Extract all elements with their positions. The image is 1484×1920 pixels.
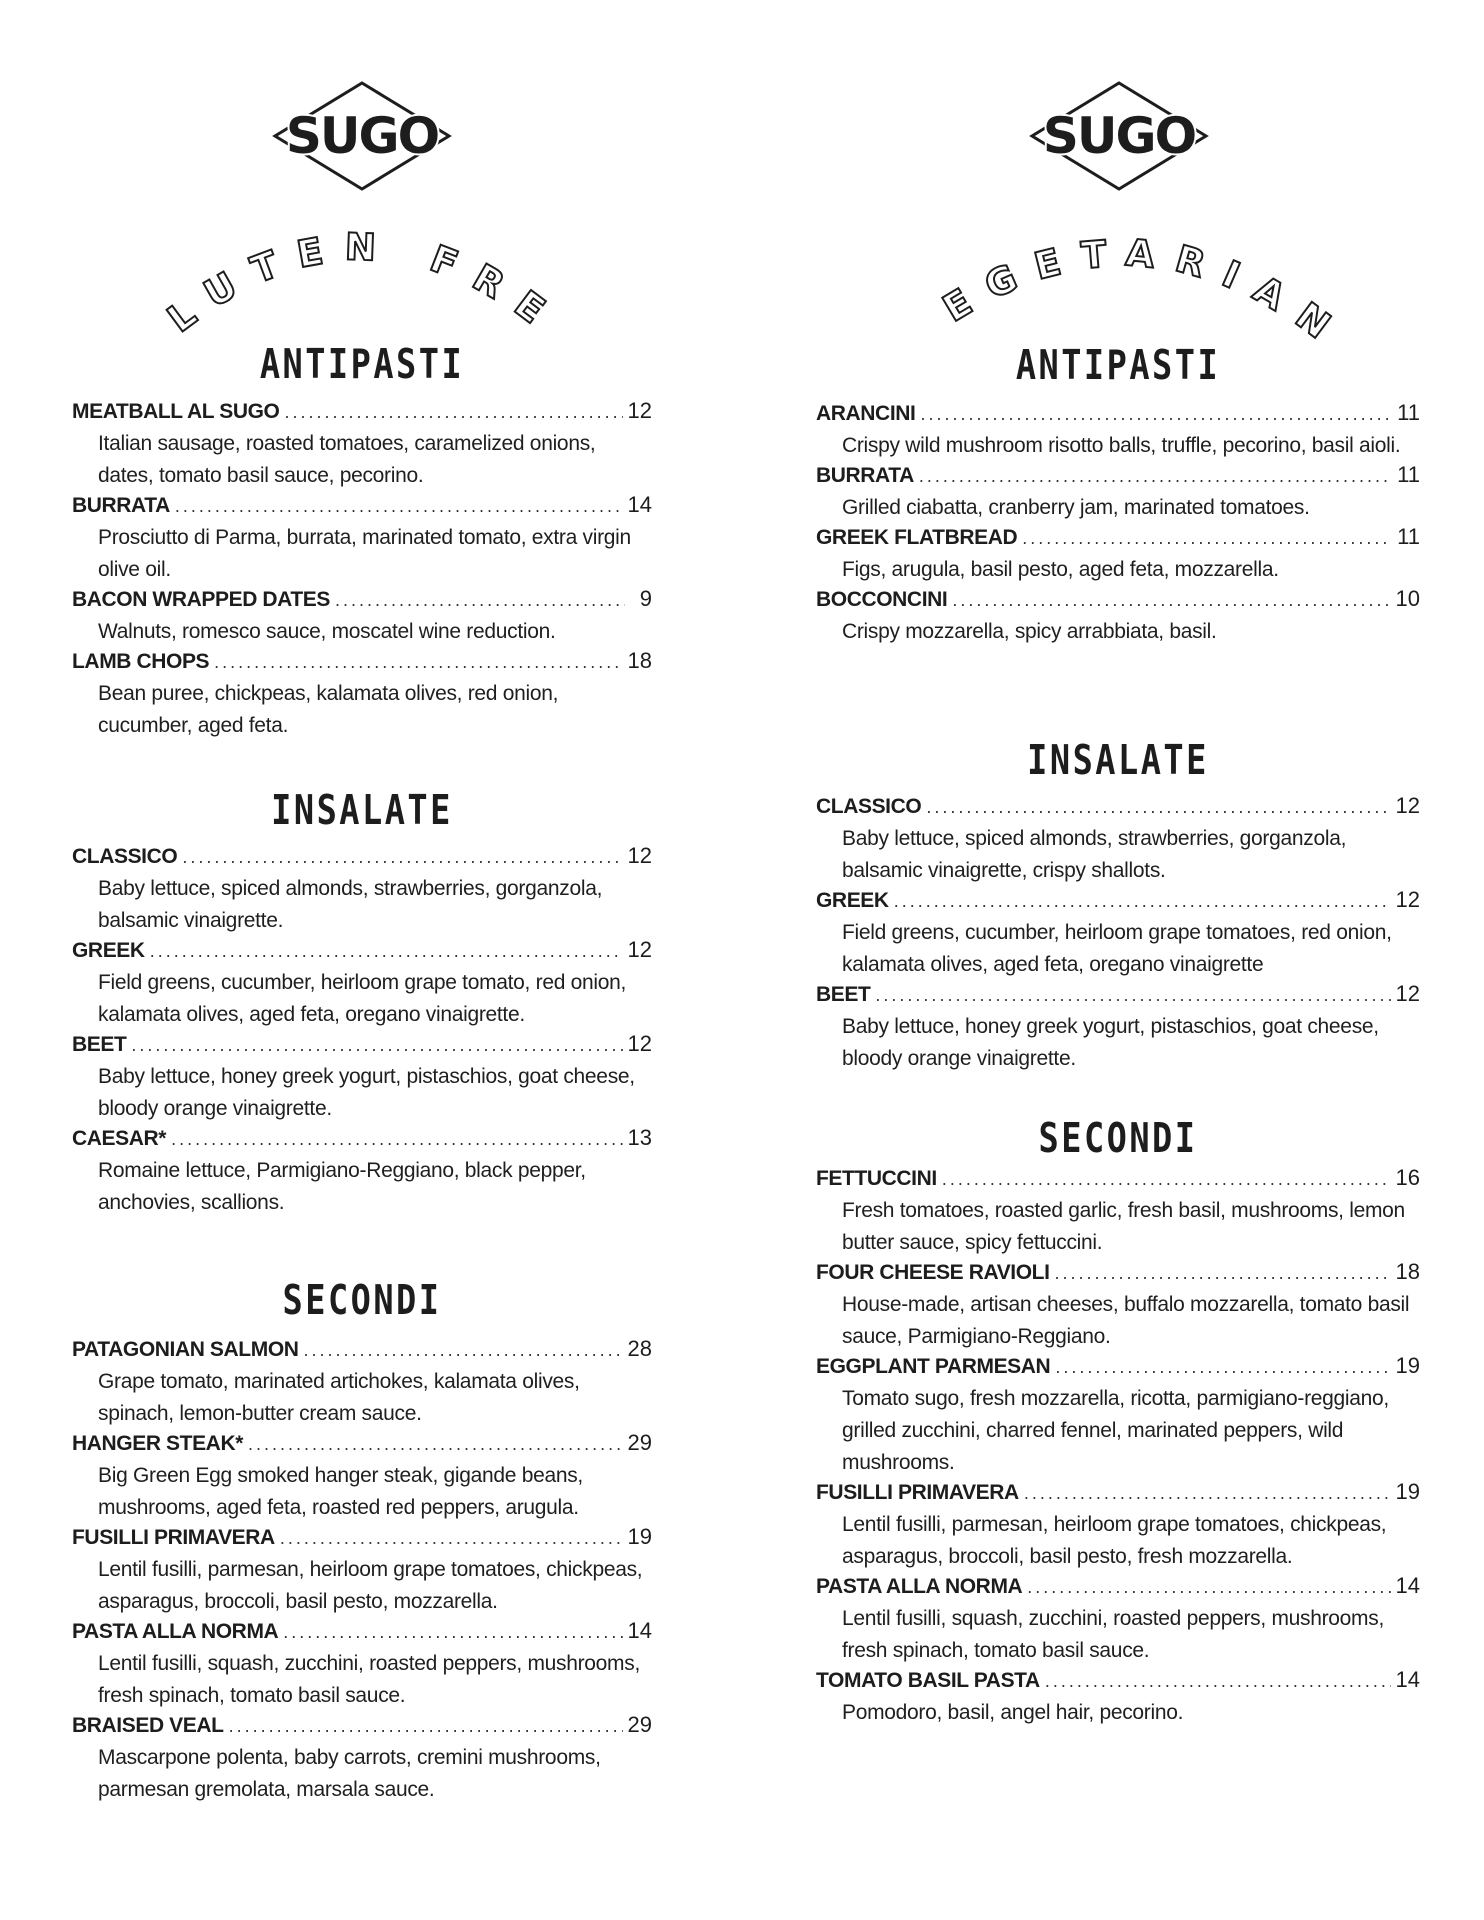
- item-desc: Field greens, cucumber, heirloom grape tomatoes, red onion, kalamata olives, aged feta, oregano vinaigrette: [842, 921, 1392, 976]
- sugo-logo: [272, 80, 452, 192]
- item-name: BURRATA: [816, 464, 914, 487]
- item-name: BRAISED VEAL: [72, 1714, 224, 1737]
- item-desc: Bean puree, chickpeas, kalamata olives, red onion, cucumber, aged feta.: [98, 682, 559, 737]
- section-list: [816, 793, 1420, 1075]
- section-title-antipasti: ANTIPASTI: [1015, 341, 1221, 389]
- item-desc: Big Green Egg smoked hanger steak, gigande beans, mushrooms, aged feta, roasted red peppers, arugula.: [98, 1464, 583, 1519]
- item-name: PASTA ALLA NORMA: [816, 1575, 1023, 1598]
- menu-item: [72, 843, 652, 937]
- item-name: BEET: [816, 983, 871, 1006]
- item-name: BURRATA: [72, 494, 170, 517]
- item-name: CLASSICO: [816, 795, 922, 818]
- item-price: 12: [627, 398, 652, 423]
- section-title-secondi: SECONDI: [1038, 1114, 1198, 1162]
- item-price: 12: [1395, 887, 1420, 912]
- section-title-insalate: INSALATE: [271, 786, 453, 834]
- item-name: HANGER STEAK*: [72, 1432, 243, 1455]
- section-title-secondi: SECONDI: [282, 1276, 442, 1324]
- item-price: 13: [627, 1125, 652, 1150]
- item-desc: Romaine lettuce, Parmigiano-Reggiano, black pepper, anchovies, scallions.: [98, 1159, 586, 1214]
- section-list: [816, 1165, 1420, 1729]
- item-price: 19: [627, 1524, 652, 1549]
- item-desc: Baby lettuce, honey greek yogurt, pistaschios, goat cheese, bloody orange vinaigrette.: [98, 1065, 635, 1120]
- item-price: 18: [1395, 1259, 1420, 1284]
- item-desc: House-made, artisan cheeses, buffalo mozzarella, tomato basil sauce, Parmigiano-Reggiano.: [842, 1293, 1410, 1348]
- item-price: 19: [1395, 1353, 1420, 1378]
- item-price: 28: [627, 1336, 652, 1361]
- section-list: [72, 843, 652, 1219]
- item-price: 12: [627, 937, 652, 962]
- menu-item: [816, 524, 1420, 586]
- menu-item: [72, 398, 652, 492]
- item-desc: Walnuts, romesco sauce, moscatel wine reduction.: [98, 620, 556, 643]
- item-price: 14: [627, 1618, 652, 1643]
- section-list: [72, 1336, 652, 1806]
- menu-item: [816, 586, 1420, 648]
- menu-item: [816, 400, 1420, 462]
- menu-item: [816, 462, 1420, 524]
- item-desc: Baby lettuce, spiced almonds, strawberries, gorganzola, balsamic vinaigrette, crispy shallots.: [842, 827, 1347, 882]
- menu-heading: VEGETARIAN: [889, 211, 1355, 360]
- menu-item: [816, 1573, 1420, 1667]
- menu-item: [72, 1618, 652, 1712]
- item-desc: Baby lettuce, honey greek yogurt, pistaschios, goat cheese, bloody orange vinaigrette.: [842, 1015, 1379, 1070]
- menu-heading-arc: [889, 211, 1355, 360]
- sugo-logo: [1029, 80, 1209, 192]
- menu-item: [72, 1336, 652, 1430]
- item-price: 12: [1395, 981, 1420, 1006]
- item-desc: Lentil fusilli, squash, zucchini, roasted peppers, mushrooms, fresh spinach, tomato basil sauce.: [842, 1607, 1384, 1662]
- section-title-insalate: INSALATE: [1027, 736, 1209, 784]
- menu-item: [72, 1430, 652, 1524]
- item-price: 12: [627, 1031, 652, 1056]
- menu-item: [816, 1165, 1420, 1259]
- item-name: FUSILLI PRIMAVERA: [72, 1526, 275, 1549]
- item-name: BOCCONCINI: [816, 588, 948, 611]
- svg-text:SUGO: SUGO: [1042, 107, 1196, 165]
- item-desc: Pomodoro, basil, angel hair, pecorino.: [842, 1701, 1184, 1724]
- item-desc: Prosciutto di Parma, burrata, marinated tomato, extra virgin olive oil.: [98, 526, 631, 581]
- section-title-antipasti: ANTIPASTI: [259, 340, 465, 388]
- item-price: 16: [1395, 1165, 1420, 1190]
- item-desc: Grilled ciabatta, cranberry jam, marinated tomatoes.: [842, 496, 1310, 519]
- item-name: MEATBALL AL SUGO: [72, 400, 280, 423]
- menu-item: [72, 1125, 652, 1219]
- item-price: 10: [1395, 586, 1420, 611]
- item-desc: Italian sausage, roasted tomatoes, caramelized onions, dates, tomato basil sauce, pecorino.: [98, 432, 596, 487]
- item-name: ARANCINI: [816, 402, 916, 425]
- menu-item: [816, 1479, 1420, 1573]
- item-desc: Fresh tomatoes, roasted garlic, fresh basil, mushrooms, lemon butter sauce, spicy fettuccini.: [842, 1199, 1405, 1254]
- svg-text:SUGO: SUGO: [285, 107, 439, 165]
- menu-heading-arc: [106, 181, 592, 355]
- menu-item: [816, 887, 1420, 981]
- section-list: [816, 400, 1420, 648]
- menu-item: [72, 648, 652, 742]
- item-price: 11: [1397, 462, 1420, 487]
- item-name: CAESAR*: [72, 1127, 167, 1150]
- item-name: BACON WRAPPED DATES: [72, 588, 331, 611]
- item-name: CLASSICO: [72, 845, 178, 868]
- item-desc: Figs, arugula, basil pesto, aged feta, mozzarella.: [842, 558, 1279, 581]
- item-price: 9: [639, 586, 652, 611]
- item-desc: Grape tomato, marinated artichokes, kalamata olives, spinach, lemon-butter cream sauce.: [98, 1370, 580, 1425]
- item-name: GREEK: [816, 889, 889, 912]
- item-name: PATAGONIAN SALMON: [72, 1338, 299, 1361]
- menu-item: [816, 1353, 1420, 1479]
- item-desc: Lentil fusilli, parmesan, heirloom grape tomatoes, chickpeas, asparagus, broccoli, basil pesto, fresh mozzarella.: [842, 1513, 1387, 1568]
- item-desc: Crispy wild mushroom risotto balls, truffle, pecorino, basil aioli.: [842, 434, 1401, 457]
- item-name: PASTA ALLA NORMA: [72, 1620, 279, 1643]
- menu-item: [72, 1031, 652, 1125]
- item-name: EGGPLANT PARMESAN: [816, 1355, 1051, 1378]
- item-price: 29: [627, 1430, 652, 1455]
- item-price: 18: [627, 648, 652, 673]
- menu-item: [72, 937, 652, 1031]
- item-name: FOUR CHEESE RAVIOLI: [816, 1261, 1050, 1284]
- item-name: FUSILLI PRIMAVERA: [816, 1481, 1019, 1504]
- item-price: 12: [627, 843, 652, 868]
- item-price: 19: [1395, 1479, 1420, 1504]
- item-name: GREEK FLATBREAD: [816, 526, 1018, 549]
- item-price: 14: [1395, 1573, 1420, 1598]
- menu-item: [72, 1524, 652, 1618]
- item-price: 14: [1395, 1667, 1420, 1692]
- menu-item: [816, 1259, 1420, 1353]
- item-price: 11: [1397, 524, 1420, 549]
- item-name: LAMB CHOPS: [72, 650, 210, 673]
- section-list: [72, 398, 652, 742]
- item-desc: Field greens, cucumber, heirloom grape tomato, red onion, kalamata olives, aged feta, oregano vinaigrette.: [98, 971, 627, 1026]
- item-price: 14: [627, 492, 652, 517]
- item-price: 12: [1395, 793, 1420, 818]
- item-name: GREEK: [72, 939, 145, 962]
- item-name: FETTUCCINI: [816, 1167, 937, 1190]
- item-price: 11: [1397, 400, 1420, 425]
- item-name: BEET: [72, 1033, 127, 1056]
- menu-item: [72, 492, 652, 586]
- menu-item: [816, 793, 1420, 887]
- item-desc: Lentil fusilli, parmesan, heirloom grape tomatoes, chickpeas, asparagus, broccoli, basil pesto, mozzarella.: [98, 1558, 643, 1613]
- item-desc: Baby lettuce, spiced almonds, strawberries, gorganzola, balsamic vinaigrette.: [98, 877, 603, 932]
- menu-item: [72, 1712, 652, 1806]
- item-name: TOMATO BASIL PASTA: [816, 1669, 1040, 1692]
- item-desc: Mascarpone polenta, baby carrots, cremini mushrooms, parmesan gremolata, marsala sauce.: [98, 1746, 601, 1801]
- item-price: 29: [627, 1712, 652, 1737]
- menu-item: [72, 586, 652, 648]
- menu-item: [816, 1667, 1420, 1729]
- menu-heading: GLUTEN FREE: [106, 181, 569, 344]
- item-desc: Crispy mozzarella, spicy arrabbiata, basil.: [842, 620, 1217, 643]
- item-desc: Tomato sugo, fresh mozzarella, ricotta, parmigiano-reggiano, grilled zucchini, charred fennel, marinated peppers, wild mushrooms.: [842, 1387, 1389, 1474]
- menu-item: [816, 981, 1420, 1075]
- item-desc: Lentil fusilli, squash, zucchini, roasted peppers, mushrooms, fresh spinach, tomato basil sauce.: [98, 1652, 640, 1707]
